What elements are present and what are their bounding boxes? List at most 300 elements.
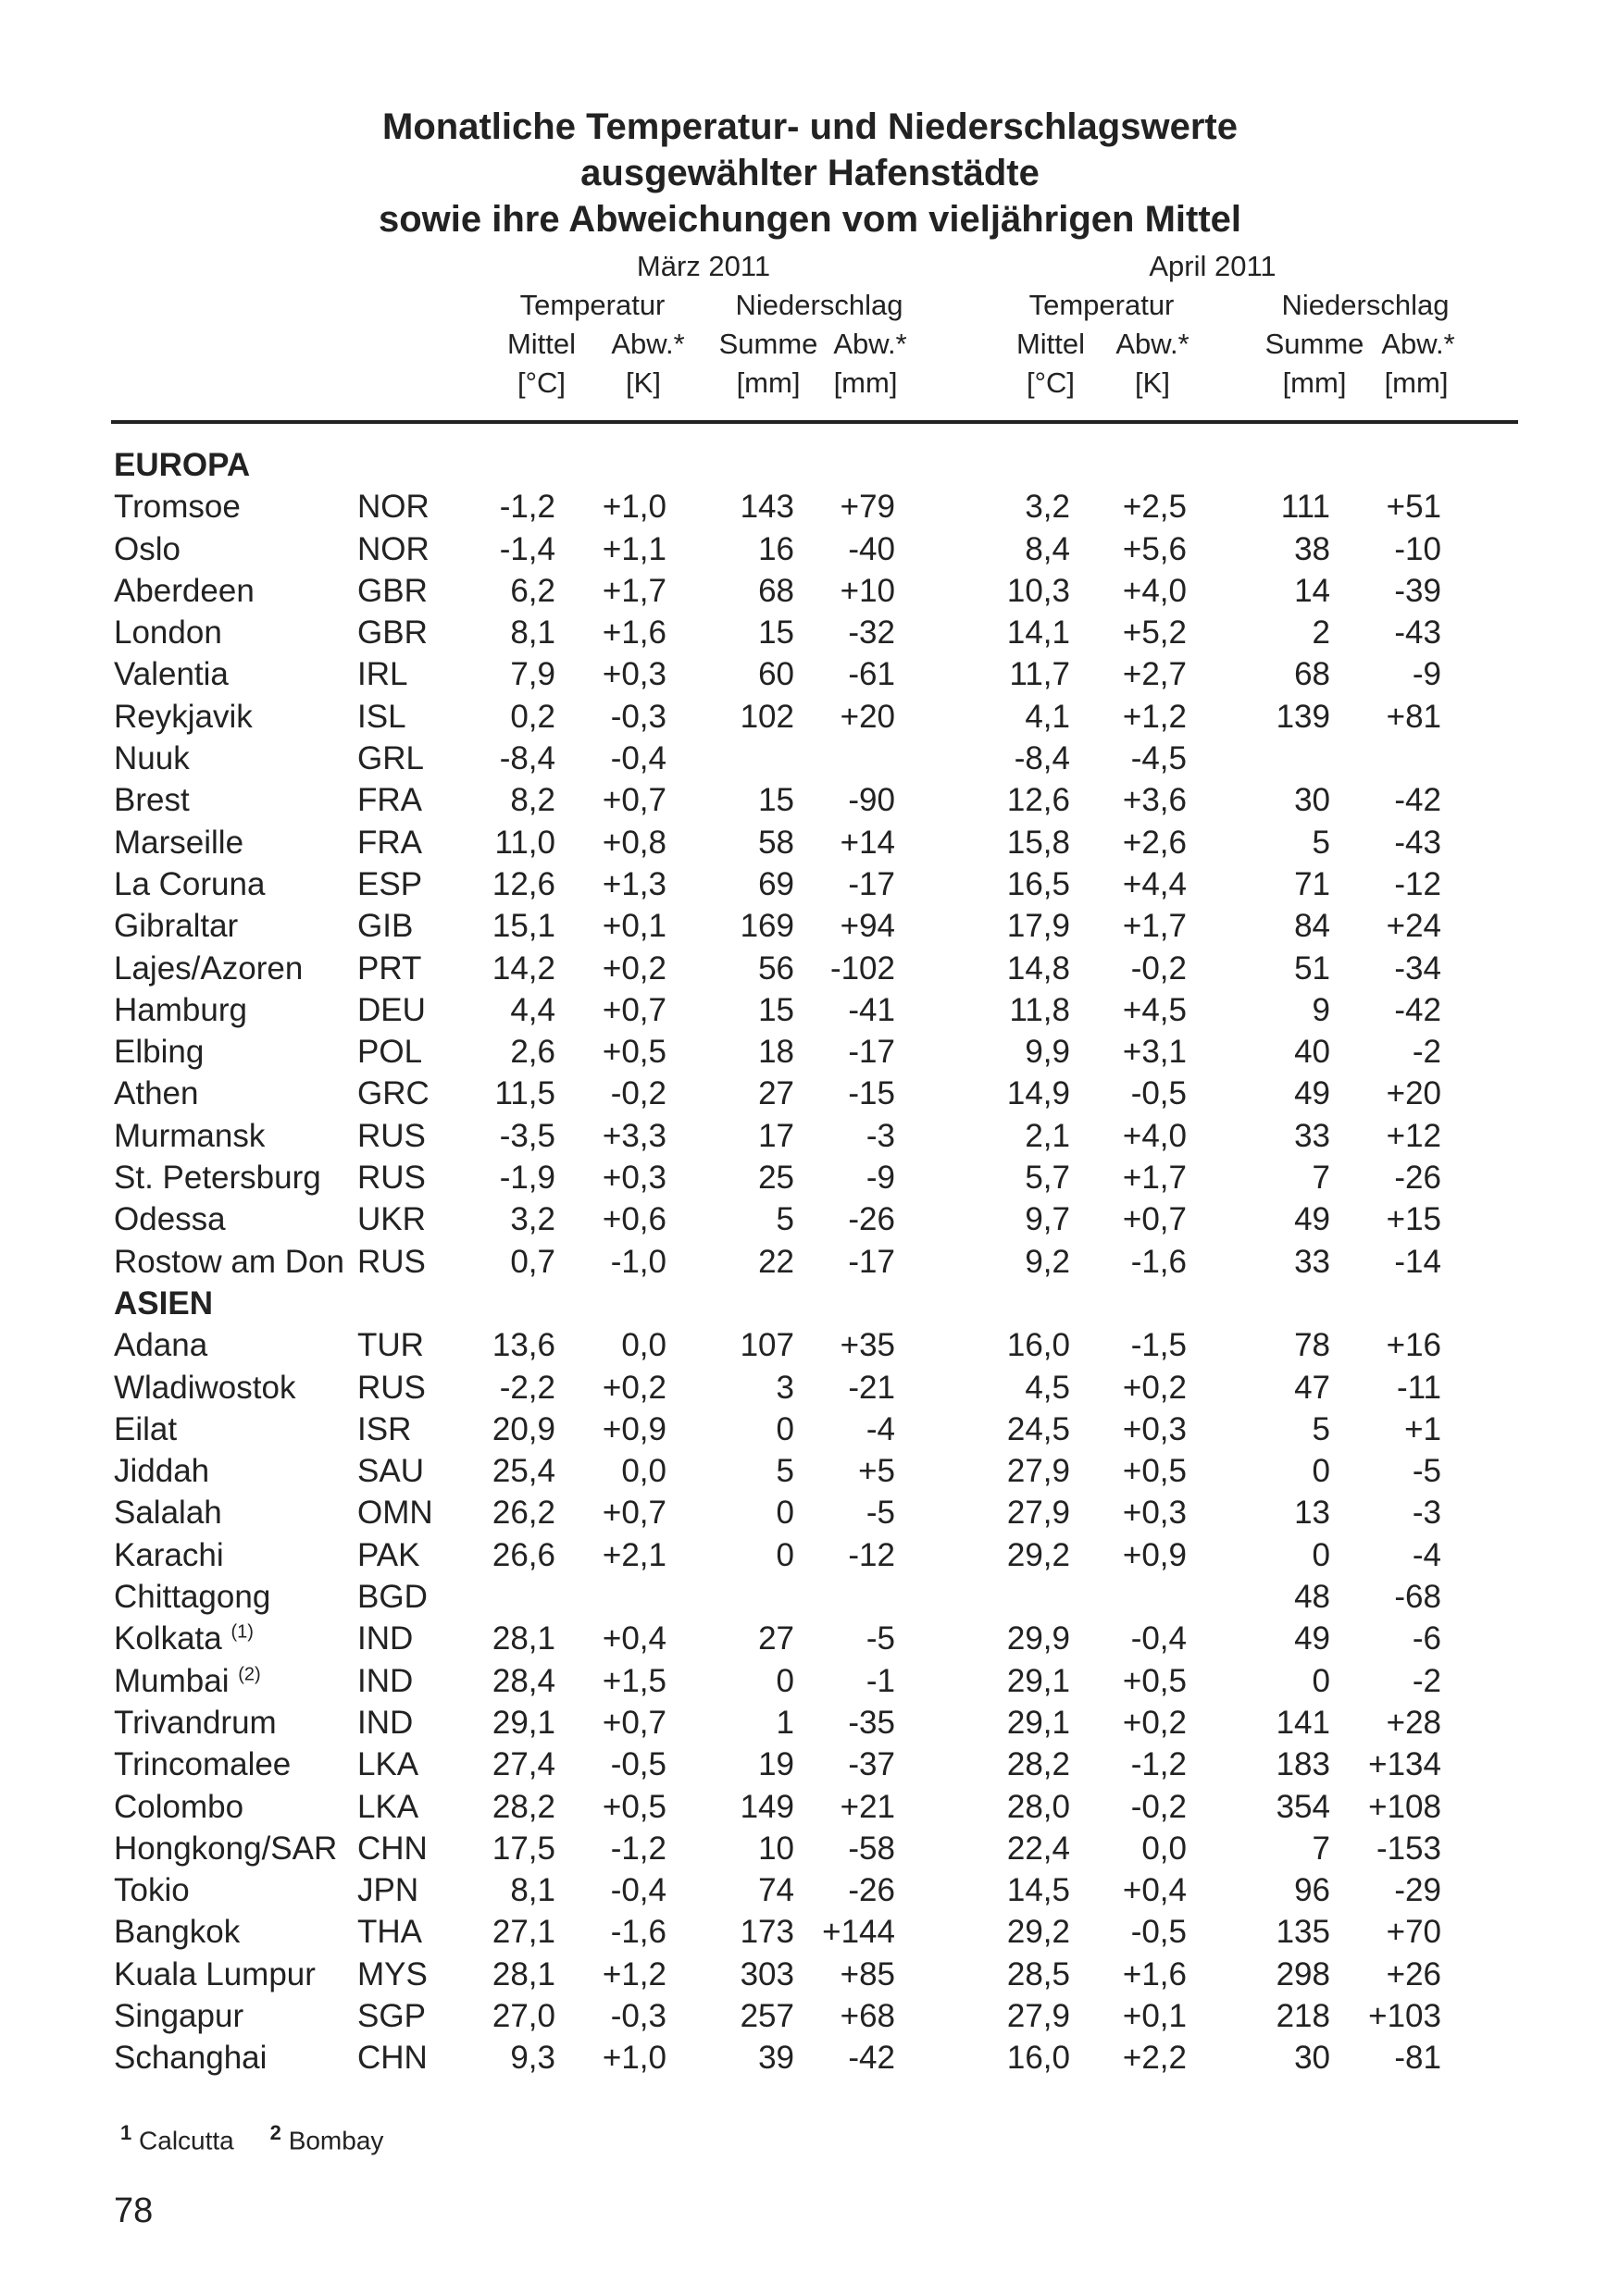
cell-mar-precip-sum: 1 (776, 1704, 794, 1741)
cell-apr-temp-mean: 3,2 (1025, 489, 1070, 526)
cell-apr-temp-dev: +0,7 (1122, 1201, 1187, 1238)
cell-apr-precip-dev: +20 (1386, 1075, 1441, 1112)
cell-mar-precip-sum: 143 (740, 489, 794, 526)
cell-mar-temp-dev: +1,7 (602, 572, 666, 609)
cell-apr-precip-dev: -68 (1394, 1579, 1441, 1616)
cell-apr-temp-dev: +1,7 (1122, 908, 1187, 945)
group-temp-april: Temperatur (1028, 289, 1175, 321)
cell-apr-temp-mean: 11,8 (1009, 991, 1070, 1028)
cell-apr-temp-mean: 16,0 (1006, 2040, 1070, 2077)
cell-apr-temp-mean: 14,1 (1006, 614, 1070, 652)
cell-mar-temp-mean: 15,1 (492, 908, 555, 945)
cell-apr-temp-mean: 14,9 (1006, 1075, 1070, 1112)
cell-mar-temp-dev: 0,0 (621, 1327, 666, 1364)
cell-apr-temp-mean: 14,5 (1006, 1872, 1070, 1909)
country-code: NOR (357, 489, 430, 526)
cell-mar-temp-mean: 0,2 (510, 698, 555, 735)
city-name (114, 738, 190, 779)
table-row (0, 1324, 1619, 1366)
cell-mar-precip-dev: +85 (840, 1955, 895, 1992)
country-code: GRC (357, 1075, 430, 1112)
cell-mar-temp-dev: +0,8 (602, 824, 666, 861)
cell-mar-temp-mean: 27,4 (492, 1746, 555, 1783)
cell-apr-precip-sum: 30 (1294, 2040, 1330, 2077)
cell-mar-temp-dev: +0,3 (602, 656, 666, 693)
city-name-text: Kuala Lumpur (114, 1955, 316, 1992)
cell-apr-precip-dev: +103 (1368, 1997, 1441, 2034)
cell-apr-temp-dev: +0,9 (1122, 1536, 1187, 1573)
unit-mm-abw-april: [mm] (1384, 366, 1449, 399)
cell-mar-precip-dev: +68 (840, 1997, 895, 2034)
cell-mar-precip-dev: -4 (866, 1410, 895, 1447)
table-row (0, 822, 1619, 863)
col-summe-april: Summe (1264, 328, 1364, 360)
cell-mar-precip-sum: 22 (758, 1243, 794, 1280)
cell-mar-temp-dev: 0,0 (621, 1453, 666, 1490)
title-line-1: Monatliche Temperatur- und Niederschlagswerte (382, 106, 1238, 147)
cell-mar-temp-mean: 12,6 (492, 865, 555, 902)
cell-apr-precip-sum: 30 (1294, 782, 1330, 819)
table-row (0, 2037, 1619, 2079)
month-march: März 2011 (636, 250, 771, 282)
col-abw-precip-march: Abw.* (833, 328, 907, 360)
cell-mar-temp-mean: 28,1 (492, 1955, 555, 1992)
city-name (114, 1744, 291, 1785)
cell-apr-precip-dev: -34 (1394, 949, 1441, 987)
cell-mar-precip-dev: +144 (822, 1914, 895, 1951)
table-row (0, 1744, 1619, 1785)
cell-mar-temp-mean: -1,2 (499, 489, 555, 526)
cell-mar-temp-dev: +0,6 (602, 1201, 666, 1238)
country-code: IND (357, 1662, 414, 1699)
table-row (0, 905, 1619, 947)
cell-mar-precip-dev: +21 (840, 1788, 895, 1825)
cell-mar-precip-sum: 0 (776, 1662, 794, 1699)
cell-apr-temp-dev: +0,2 (1122, 1369, 1187, 1406)
cell-apr-precip-dev: -26 (1394, 1160, 1441, 1197)
city-name (114, 570, 255, 612)
city-name (114, 1492, 222, 1533)
cell-mar-temp-dev: +0,9 (602, 1410, 666, 1447)
cell-apr-temp-mean: 17,9 (1006, 908, 1070, 945)
cell-apr-temp-dev: +0,3 (1122, 1495, 1187, 1532)
cell-mar-temp-dev: +0,2 (602, 949, 666, 987)
cell-apr-precip-dev: +81 (1386, 698, 1441, 735)
country-code: CHN (357, 1830, 428, 1867)
country-code: GRL (357, 740, 424, 777)
cell-apr-temp-mean: 29,2 (1006, 1536, 1070, 1573)
cell-apr-temp-mean: 29,9 (1006, 1620, 1070, 1657)
cell-apr-temp-dev: +2,5 (1122, 489, 1187, 526)
cell-mar-precip-sum: 5 (776, 1201, 794, 1238)
cell-apr-precip-sum: 49 (1294, 1201, 1330, 1238)
cell-apr-precip-dev: -14 (1394, 1243, 1441, 1280)
month-april: April 2011 (1149, 250, 1277, 282)
city-name (114, 1073, 198, 1114)
cell-apr-precip-sum: 14 (1294, 572, 1330, 609)
city-name (114, 1786, 243, 1828)
cell-mar-temp-dev: +1,0 (602, 2040, 666, 2077)
city-name-text: Hamburg (114, 991, 247, 1028)
cell-apr-temp-dev: +0,5 (1122, 1662, 1187, 1699)
city-name (114, 1618, 254, 1659)
country-code: LKA (357, 1746, 419, 1783)
city-name-text: Trincomalee (114, 1746, 292, 1783)
cell-apr-precip-sum: 40 (1294, 1034, 1330, 1071)
city-name (114, 2037, 267, 2079)
cell-apr-temp-mean: 11,7 (1009, 656, 1070, 693)
unit-k-april: [K] (1135, 366, 1170, 399)
cell-mar-precip-dev: +10 (840, 572, 895, 609)
cell-apr-precip-sum: 135 (1276, 1914, 1330, 1951)
table-row (0, 779, 1619, 821)
col-abw-temp-april: Abw.* (1115, 328, 1189, 360)
country-code: JPN (357, 1872, 419, 1909)
cell-apr-temp-mean: 22,4 (1006, 1830, 1070, 1867)
cell-mar-precip-dev: -58 (848, 1830, 895, 1867)
cell-apr-temp-dev: +4,4 (1122, 865, 1187, 902)
city-name (114, 528, 181, 570)
table-row (0, 612, 1619, 653)
city-name (114, 1324, 207, 1366)
cell-mar-temp-dev: -1,6 (610, 1914, 666, 1951)
cell-apr-temp-dev: -0,4 (1130, 1620, 1187, 1657)
country-code: ISL (357, 698, 406, 735)
country-code: PRT (357, 949, 422, 987)
city-name-text: Hongkong/SAR (114, 1830, 338, 1867)
cell-mar-precip-dev: -37 (848, 1746, 895, 1783)
cell-apr-temp-mean: 24,5 (1006, 1410, 1070, 1447)
cell-mar-precip-sum: 107 (740, 1327, 794, 1364)
country-code: GIB (357, 908, 414, 945)
cell-mar-precip-sum: 3 (776, 1369, 794, 1406)
cell-mar-temp-mean: 8,2 (510, 782, 555, 819)
city-name-text: Mumbai (114, 1662, 230, 1699)
cell-apr-precip-dev: +26 (1386, 1955, 1441, 1992)
cell-apr-precip-sum: 51 (1294, 949, 1330, 987)
page-title (0, 104, 1426, 242)
cell-apr-precip-sum: 141 (1276, 1704, 1330, 1741)
cell-mar-precip-dev: -26 (848, 1201, 895, 1238)
cell-mar-temp-dev: +3,3 (602, 1117, 666, 1154)
cell-mar-temp-mean: 26,6 (492, 1536, 555, 1573)
cell-apr-precip-dev: -10 (1394, 530, 1441, 567)
city-name (114, 863, 265, 905)
city-name-text: Lajes/Azoren (114, 949, 304, 987)
cell-mar-temp-dev: +1,1 (602, 530, 666, 567)
cell-mar-temp-mean: -1,4 (499, 530, 555, 567)
cell-mar-temp-mean: -1,9 (499, 1160, 555, 1197)
unit-c-march: [°C] (517, 366, 566, 399)
cell-apr-precip-sum: 71 (1294, 865, 1330, 902)
cell-apr-temp-dev: +0,2 (1122, 1704, 1187, 1741)
cell-apr-temp-mean: 15,8 (1006, 824, 1070, 861)
cell-mar-precip-sum: 10 (758, 1830, 794, 1867)
country-code: MYS (357, 1955, 428, 1992)
cell-mar-temp-dev: +1,5 (602, 1662, 666, 1699)
cell-mar-temp-dev: +2,1 (602, 1536, 666, 1573)
section-heading (114, 1283, 213, 1324)
cell-apr-temp-mean: 29,1 (1006, 1704, 1070, 1741)
city-name-text: Marseille (114, 824, 244, 861)
country-code: RUS (357, 1160, 426, 1197)
unit-c-april: [°C] (1026, 366, 1075, 399)
city-name-text: Rostow am Don (114, 1243, 344, 1280)
cell-mar-precip-dev: -40 (848, 530, 895, 567)
cell-apr-temp-mean: 27,9 (1006, 1453, 1070, 1490)
city-name-text: Oslo (114, 530, 181, 567)
cell-apr-temp-dev: +1,2 (1122, 698, 1187, 735)
cell-apr-temp-dev: +2,7 (1122, 656, 1187, 693)
cell-mar-precip-sum: 257 (740, 1997, 794, 2034)
cell-apr-precip-sum: 183 (1276, 1746, 1330, 1783)
city-name-text: Wladiwostok (114, 1369, 296, 1406)
cell-apr-precip-dev: -29 (1394, 1872, 1441, 1909)
cell-apr-temp-dev: +5,6 (1122, 530, 1187, 567)
city-name-text: La Coruna (114, 865, 266, 902)
city-name-text: Trivandrum (114, 1704, 277, 1741)
cell-apr-precip-sum: 33 (1294, 1117, 1330, 1154)
cell-mar-precip-sum: 15 (758, 614, 794, 652)
table-row (0, 1660, 1619, 1702)
city-name-text: Aberdeen (114, 572, 255, 609)
cell-mar-precip-dev: -5 (866, 1495, 895, 1532)
cell-apr-precip-dev: -2 (1412, 1662, 1441, 1699)
cell-mar-temp-dev: +0,1 (602, 908, 666, 945)
cell-apr-temp-mean: 9,7 (1025, 1201, 1070, 1238)
cell-mar-precip-sum: 25 (758, 1160, 794, 1197)
cell-mar-temp-dev: +0,7 (602, 1704, 666, 1741)
cell-apr-temp-dev: +4,0 (1122, 1117, 1187, 1154)
cell-apr-precip-dev: +24 (1386, 908, 1441, 945)
cell-apr-temp-mean: 4,5 (1025, 1369, 1070, 1406)
section-heading (114, 444, 250, 486)
group-precip-april: Niederschlag (1281, 289, 1450, 321)
city-name-text: London (114, 614, 222, 652)
cell-apr-precip-sum: 0 (1312, 1536, 1330, 1573)
city-name-text: Athen (114, 1075, 199, 1112)
city-name-text: Tokio (114, 1872, 190, 1909)
city-name-text: Tromsoe (114, 489, 241, 526)
cell-apr-precip-sum: 96 (1294, 1872, 1330, 1909)
cell-mar-precip-sum: 68 (758, 572, 794, 609)
table-row (0, 1828, 1619, 1869)
cell-apr-precip-dev: +16 (1386, 1327, 1441, 1364)
cell-mar-temp-mean: 4,4 (510, 991, 555, 1028)
cell-apr-temp-dev: -1,6 (1130, 1243, 1187, 1280)
table-row (0, 653, 1619, 695)
cell-mar-precip-dev: -17 (848, 1034, 895, 1071)
country-code: IND (357, 1704, 414, 1741)
cell-mar-temp-mean: 9,3 (510, 2040, 555, 2077)
cell-mar-temp-dev: +0,4 (602, 1620, 666, 1657)
cell-apr-temp-dev: -1,5 (1130, 1327, 1187, 1364)
city-name-text: Gibraltar (114, 908, 239, 945)
cell-apr-precip-sum: 48 (1294, 1579, 1330, 1616)
country-code: PAK (357, 1536, 420, 1573)
unit-mm-summe-april: [mm] (1282, 366, 1347, 399)
country-code: RUS (357, 1117, 426, 1154)
cell-apr-temp-dev: +1,7 (1122, 1160, 1187, 1197)
cell-apr-precip-sum: 0 (1312, 1662, 1330, 1699)
cell-mar-precip-sum: 15 (758, 991, 794, 1028)
group-precip-march: Niederschlag (735, 289, 903, 321)
footnote-marker-1: 1 (120, 2121, 132, 2144)
cell-mar-precip-sum: 0 (776, 1536, 794, 1573)
cell-apr-temp-mean: 16,5 (1006, 865, 1070, 902)
cell-mar-precip-sum: 5 (776, 1453, 794, 1490)
cell-apr-temp-dev: -0,2 (1130, 949, 1187, 987)
cell-mar-precip-dev: +5 (858, 1453, 895, 1490)
cell-mar-precip-sum: 17 (758, 1117, 794, 1154)
table-row (0, 1031, 1619, 1073)
title-line-3: sowie ihre Abweichungen vom vieljährigen Mittel (378, 199, 1242, 240)
cell-apr-temp-mean: 28,0 (1006, 1788, 1070, 1825)
cell-apr-temp-mean: 28,2 (1006, 1746, 1070, 1783)
cell-apr-precip-sum: 2 (1312, 614, 1330, 652)
cell-mar-temp-mean: 28,1 (492, 1620, 555, 1657)
country-code: POL (357, 1034, 423, 1071)
cell-mar-precip-dev: -3 (866, 1117, 895, 1154)
cell-mar-precip-dev: +14 (840, 824, 895, 861)
city-name-text: Bangkok (114, 1914, 241, 1951)
cell-mar-temp-mean: 11,5 (494, 1075, 555, 1112)
cell-apr-precip-dev: +12 (1386, 1117, 1441, 1154)
table-row (0, 1492, 1619, 1533)
cell-apr-precip-dev: +134 (1368, 1746, 1441, 1783)
cell-mar-temp-dev: +1,6 (602, 614, 666, 652)
city-name (114, 822, 243, 863)
table-row (0, 948, 1619, 989)
footnote-reference: (2) (238, 1663, 261, 1684)
cell-apr-precip-dev: -12 (1394, 865, 1441, 902)
city-name (114, 948, 303, 989)
cell-apr-temp-dev: +2,2 (1122, 2040, 1187, 2077)
country-code: THA (357, 1914, 422, 1951)
cell-apr-precip-dev: -39 (1394, 572, 1441, 609)
cell-apr-precip-sum: 218 (1276, 1997, 1330, 2034)
country-code: NOR (357, 530, 430, 567)
footnote-text-1: Calcutta (139, 2126, 234, 2155)
table-row (0, 1409, 1619, 1450)
country-code: ISR (357, 1410, 412, 1447)
city-name-text: Murmansk (114, 1117, 266, 1154)
city-name (114, 905, 238, 947)
city-name (114, 1954, 316, 1995)
table-row (0, 696, 1619, 738)
cell-mar-precip-sum: 16 (758, 530, 794, 567)
cell-mar-precip-sum: 0 (776, 1410, 794, 1447)
city-name (114, 1576, 270, 1618)
cell-mar-temp-mean: 0,7 (510, 1243, 555, 1280)
cell-apr-temp-mean: 8,4 (1025, 530, 1070, 567)
cell-apr-precip-sum: 49 (1294, 1075, 1330, 1112)
cell-mar-temp-dev: -0,4 (610, 740, 666, 777)
city-name-text: Karachi (114, 1536, 224, 1573)
cell-apr-temp-mean: 4,1 (1025, 698, 1070, 735)
cell-apr-precip-sum: 47 (1294, 1369, 1330, 1406)
cell-mar-temp-dev: +1,0 (602, 489, 666, 526)
cell-mar-precip-sum: 15 (758, 782, 794, 819)
cell-mar-precip-sum: 27 (758, 1075, 794, 1112)
cell-mar-temp-mean: 17,5 (492, 1830, 555, 1867)
cell-apr-temp-dev: +0,5 (1122, 1453, 1187, 1490)
cell-apr-precip-sum: 9 (1312, 991, 1330, 1028)
cell-mar-temp-mean: 27,1 (492, 1914, 555, 1951)
city-name (114, 1911, 240, 1953)
cell-mar-precip-dev: -5 (866, 1620, 895, 1657)
cell-apr-precip-dev: -9 (1412, 656, 1441, 693)
cell-apr-temp-mean: 10,3 (1006, 572, 1070, 609)
cell-mar-temp-mean: 3,2 (510, 1201, 555, 1238)
unit-mm-summe-march: [mm] (736, 366, 801, 399)
cell-apr-precip-dev: -4 (1412, 1536, 1441, 1573)
table-row (0, 738, 1619, 779)
cell-mar-precip-dev: -41 (848, 991, 895, 1028)
cell-apr-precip-sum: 298 (1276, 1955, 1330, 1992)
table-row (0, 1157, 1619, 1198)
cell-mar-temp-dev: +0,7 (602, 991, 666, 1028)
city-name-text: ASIEN (114, 1285, 213, 1322)
cell-apr-temp-dev: 0,0 (1141, 1830, 1187, 1867)
city-name (114, 1534, 224, 1576)
footnote-text-2: Bombay (288, 2126, 384, 2155)
cell-apr-temp-mean: 2,1 (1025, 1117, 1070, 1154)
cell-mar-precip-dev: -32 (848, 614, 895, 652)
data-table-body (0, 444, 1619, 2079)
cell-apr-precip-sum: 7 (1312, 1830, 1330, 1867)
city-name-text: Jiddah (114, 1453, 210, 1490)
cell-apr-precip-sum: 0 (1312, 1453, 1330, 1490)
cell-mar-precip-dev: +94 (840, 908, 895, 945)
cell-mar-temp-dev: +0,2 (602, 1369, 666, 1406)
cell-mar-precip-dev: +35 (840, 1327, 895, 1364)
footnote-marker-2: 2 (269, 2121, 281, 2144)
cell-mar-precip-sum: 0 (776, 1495, 794, 1532)
col-abw-precip-april: Abw.* (1381, 328, 1455, 360)
section-heading-row (0, 444, 1619, 486)
country-code: IRL (357, 656, 408, 693)
cell-mar-temp-mean: 11,0 (494, 824, 555, 861)
cell-mar-temp-dev: -0,3 (610, 698, 666, 735)
city-name-text: Adana (114, 1327, 208, 1364)
cell-apr-temp-mean: 28,5 (1006, 1955, 1070, 1992)
city-name (114, 779, 190, 821)
city-name (114, 612, 222, 653)
cell-mar-precip-sum: 69 (758, 865, 794, 902)
city-name (114, 696, 253, 738)
footnotes (120, 2121, 383, 2155)
table-row (0, 528, 1619, 570)
cell-apr-temp-dev: +5,2 (1122, 614, 1187, 652)
cell-mar-precip-dev: -61 (848, 656, 895, 693)
cell-apr-precip-sum: 111 (1280, 489, 1330, 526)
table-row (0, 1534, 1619, 1576)
city-name-text: Salalah (114, 1495, 222, 1532)
table-row (0, 1073, 1619, 1114)
cell-apr-temp-mean: 29,1 (1006, 1662, 1070, 1699)
country-code: BGD (357, 1579, 428, 1616)
cell-mar-temp-mean: -3,5 (499, 1117, 555, 1154)
city-name-text: Chittagong (114, 1579, 271, 1616)
cell-mar-temp-mean: 8,1 (510, 1872, 555, 1909)
cell-apr-temp-dev: +0,1 (1122, 1997, 1187, 2034)
city-name-text: Reykjavik (114, 698, 253, 735)
cell-mar-temp-dev: +0,7 (602, 782, 666, 819)
col-abw-temp-march: Abw.* (611, 328, 685, 360)
cell-apr-temp-mean: -8,4 (1014, 740, 1070, 777)
cell-apr-precip-dev: -5 (1412, 1453, 1441, 1490)
